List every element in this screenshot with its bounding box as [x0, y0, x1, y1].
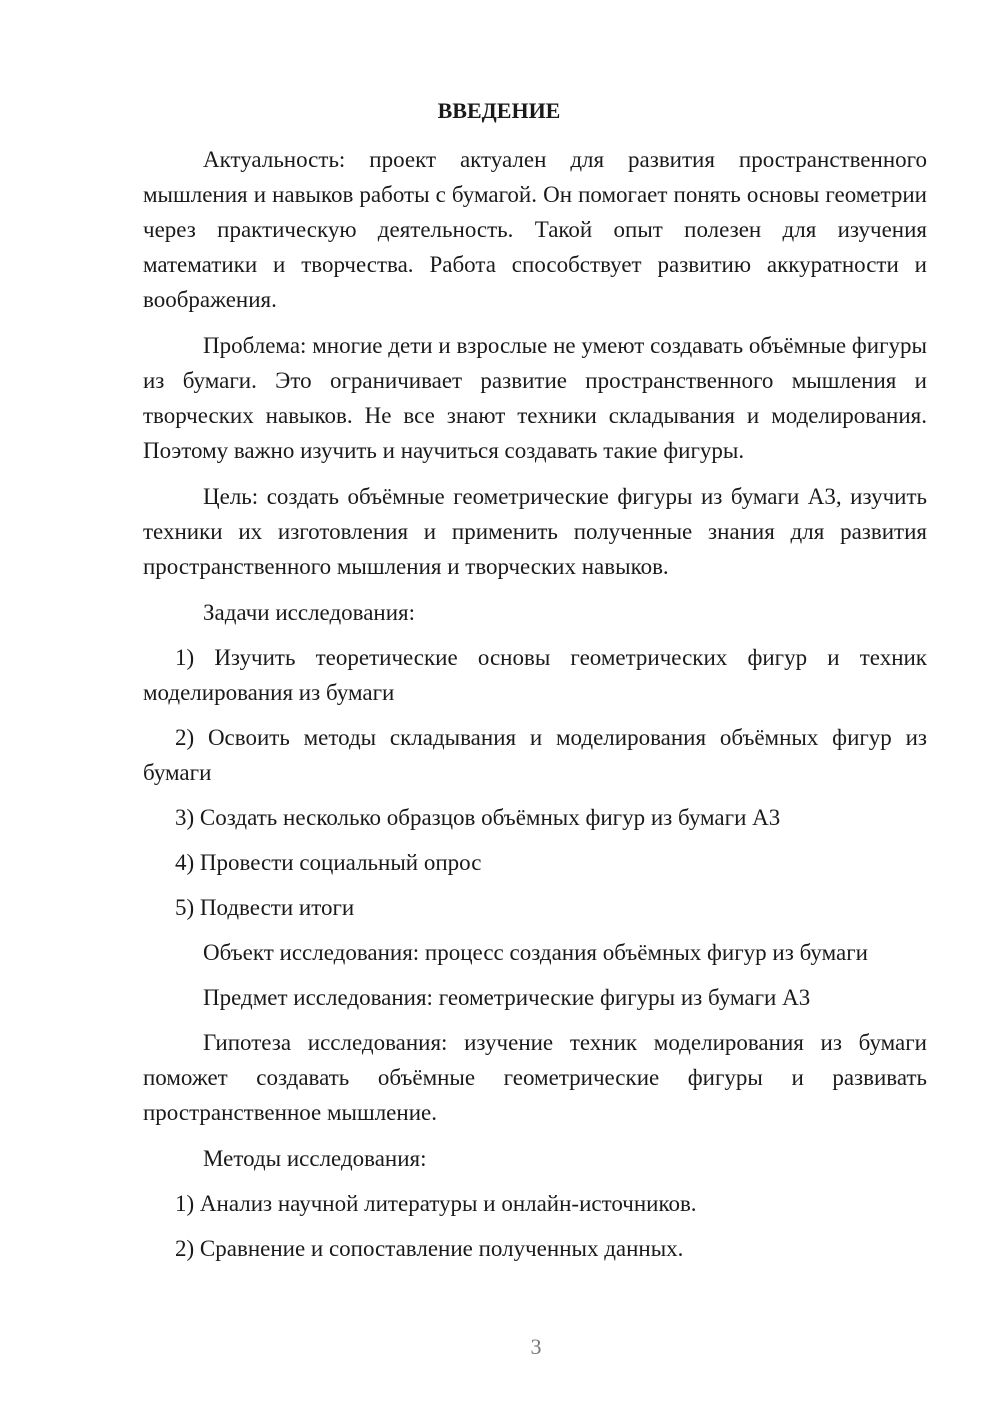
task-item: 2) Освоить методы складывания и моделирования объёмных фигур из бумаги: [143, 725, 927, 785]
object-paragraph: Объект исследования: процесс создания объёмных фигур из бумаги: [203, 940, 868, 965]
document-body: [143, 142, 927, 1276]
task-item: 3) Создать несколько образцов объёмных фигур из бумаги А3: [175, 805, 781, 830]
page-title: ВВЕДЕНИЕ: [437, 98, 561, 123]
relevance-paragraph: Актуальность: проект актуален для развития пространственного мышления и навыков работы с бумагой. Он помогает понять основы геометрии через практическую деятельность. Такой опыт полезен для изучения математики и творчества. Работа способствует развитию аккуратности и воображения.: [143, 147, 927, 312]
task-item: 5) Подвести итоги: [175, 895, 355, 920]
page-number: 3: [530, 1334, 542, 1359]
task-item: 1) Изучить теоретические основы геометрических фигур и техник моделирования из бумаги: [143, 645, 927, 705]
problem-paragraph: Проблема: многие дети и взрослые не умеют создавать объёмные фигуры из бумаги. Это ограничивает развитие пространственного мышления и творческих навыков. Не все знают техники складывания и моделирования. Поэтому важно изучить и научиться создавать такие фигуры.: [143, 333, 927, 463]
subject-paragraph: Предмет исследования: геометрические фигуры из бумаги А3: [203, 985, 811, 1010]
goal-paragraph: Цель: создать объёмные геометрические фигуры из бумаги А3, изучить техники их изготовления и применить полученные знания для развития пространственного мышления и творческих навыков.: [143, 484, 927, 579]
method-item: 2) Сравнение и сопоставление полученных данных.: [175, 1236, 684, 1261]
tasks-heading: Задачи исследования:: [203, 600, 416, 625]
methods-heading: Методы исследования:: [203, 1146, 427, 1171]
method-item: 1) Анализ научной литературы и онлайн-источников.: [175, 1191, 697, 1216]
hypothesis-paragraph: Гипотеза исследования: изучение техник моделирования из бумаги поможет создавать объёмные геометрические фигуры и развивать пространственное мышление.: [143, 1030, 927, 1125]
task-item: 4) Провести социальный опрос: [175, 850, 482, 875]
